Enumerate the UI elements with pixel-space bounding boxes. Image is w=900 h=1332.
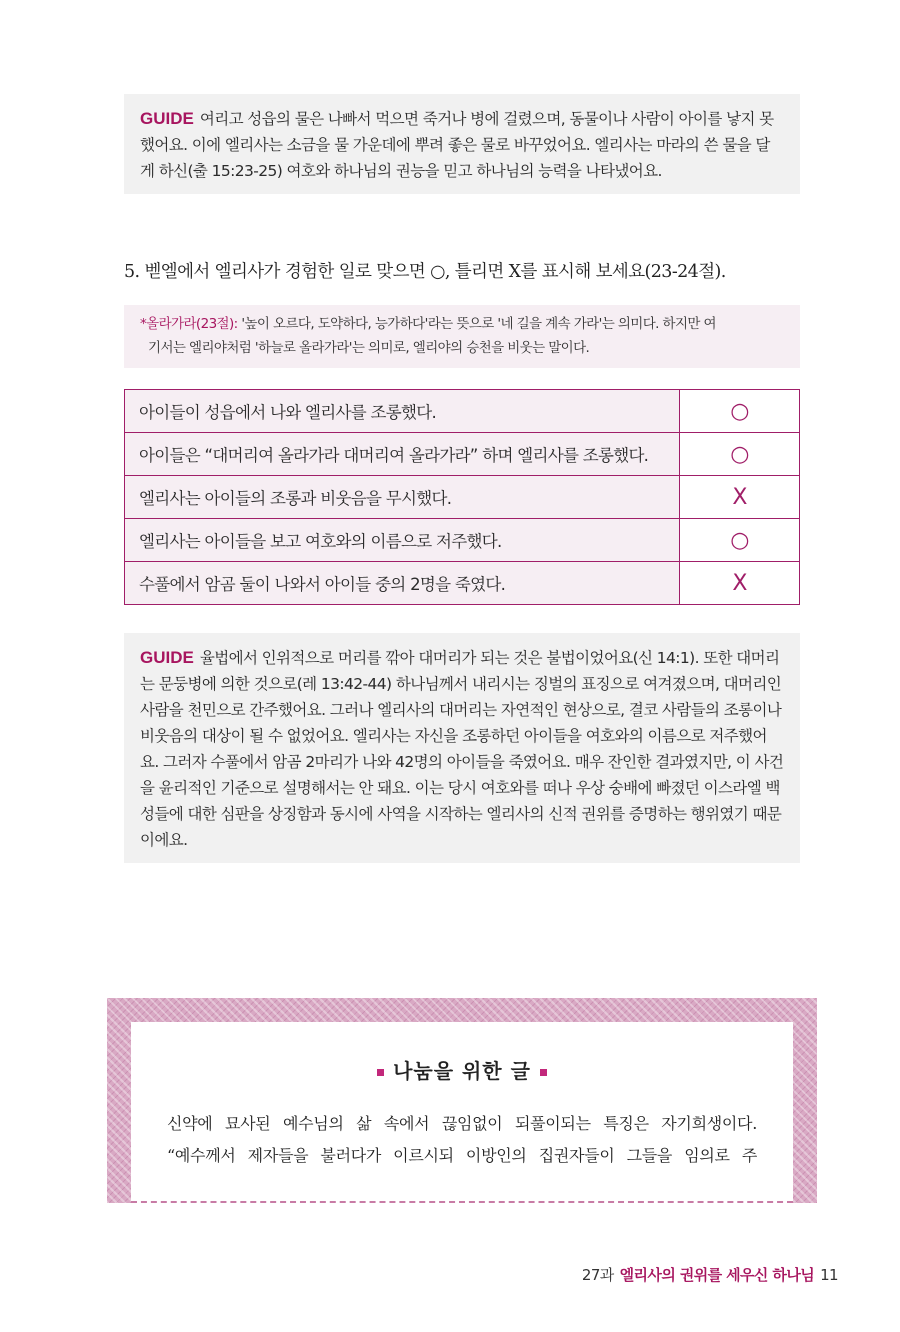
quiz-statement: 아이들은 “대머리여 올라가라 대머리여 올라가라” 하며 엘리사를 조롱했다. [125,433,680,476]
square-bullet-icon [377,1069,384,1076]
quiz-row [125,390,800,433]
footer-title: 엘리사의 권위를 세우신 하나님 [619,1266,815,1284]
quiz-row [125,519,800,562]
quiz-table [124,389,800,605]
term-note [124,305,800,368]
quiz-answer[interactable]: X [680,476,800,519]
note-term: *올라가라(23절): [140,316,238,332]
question-5: 5. 벧엘에서 엘리사가 경험한 일로 맞으면 ○, 틀리면 X를 표시해 보세요(23-24절). [124,262,726,282]
page-number: 11 [820,1266,838,1284]
sharing-frame [107,998,817,1203]
note-text-1: '높이 오르다, 도약하다, 능가하다'라는 뜻으로 '네 길을 계속 가라'는 의미다. 하지만 여 [241,316,717,332]
sharing-title [131,1055,793,1084]
note-line-1 [140,312,784,336]
guide-box-2 [124,633,800,863]
sharing-panel [131,1022,793,1203]
footer-lesson: 27과 [581,1266,614,1284]
guide-text: 여리고 성읍의 물은 나빠서 먹으면 죽거나 병에 걸렸으며, 동물이나 사람이 아이를 낳지 못했어요. 이에 엘리사는 소금을 물 가운데에 뿌려 좋은 물로 바꾸었어요. 엘리사는 마라의 쓴 물을 달게 하신(출 15:23-25) 여호와 하나님의 권능을 믿고 하나님의 능력을 나타냈어요. [140,110,774,180]
sharing-title-text: 나눔을 위한 글 [393,1059,531,1083]
quiz-row [125,562,800,605]
quiz-answer[interactable]: ○ [680,390,800,433]
guide-label: GUIDE [140,109,194,128]
quiz-statement: 엘리사는 아이들을 보고 여호와의 이름으로 저주했다. [125,519,680,562]
note-line-2: 기서는 엘리야처럼 '하늘로 올라가라'는 의미로, 엘리야의 승천을 비웃는 말이다. [148,340,590,356]
quiz-answer[interactable]: ○ [680,519,800,562]
guide-box-1 [124,94,800,194]
quiz-statement: 아이들이 성읍에서 나와 엘리사를 조롱했다. [125,390,680,433]
quiz-answer[interactable]: ○ [680,433,800,476]
sharing-line-2: “예수께서 제자들을 불러다가 이르시되 이방인의 집권자들이 그들을 임의로 주 [167,1146,757,1165]
page-footer [582,1264,838,1285]
sharing-text [167,1108,757,1172]
quiz-statement: 수풀에서 암곰 둘이 나와서 아이들 중의 2명을 죽였다. [125,562,680,605]
quiz-row [125,433,800,476]
square-bullet-icon [540,1069,547,1076]
guide-text: 율법에서 인위적으로 머리를 깎아 대머리가 되는 것은 불법이었어요(신 14:1). 또한 대머리는 문둥병에 의한 것으로(레 13:42-44) 하나님께서 내리시는 징벌의 표징으로 여겨졌으며, 대머리인 사람을 천민으로 간주했어요. 그러나 엘리사의 대머리는 자연적인 현상으로, 결코 사람들의 조롱이나 비웃음의 대상이 될 수 없었어요. 엘리사는 자신을 조롱하던 아이들을 여호와의 이름으로 저주했어요. 그러자 수풀에서 암곰 2마리가 나와 42명의 아이들을 죽였어요. 매우 잔인한 결과였지만, 이 사건을 윤리적인 기준으로 설명해서는 안 돼요. 이는 당시 여호와를 떠나 우상 숭배에 빠졌던 이스라엘 백성들에 대한 심판을 상징함과 동시에 사역을 시작하는 엘리사의 신적 권위를 증명하는 행위였기 때문이에요. [140,649,784,849]
quiz-row [125,476,800,519]
guide-label: GUIDE [140,648,194,667]
sharing-line-1: 신약에 묘사된 예수님의 삶 속에서 끊임없이 되풀이되는 특징은 자기희생이다. [167,1114,757,1133]
quiz-statement: 엘리사는 아이들의 조롱과 비웃음을 무시했다. [125,476,680,519]
quiz-answer[interactable]: X [680,562,800,605]
